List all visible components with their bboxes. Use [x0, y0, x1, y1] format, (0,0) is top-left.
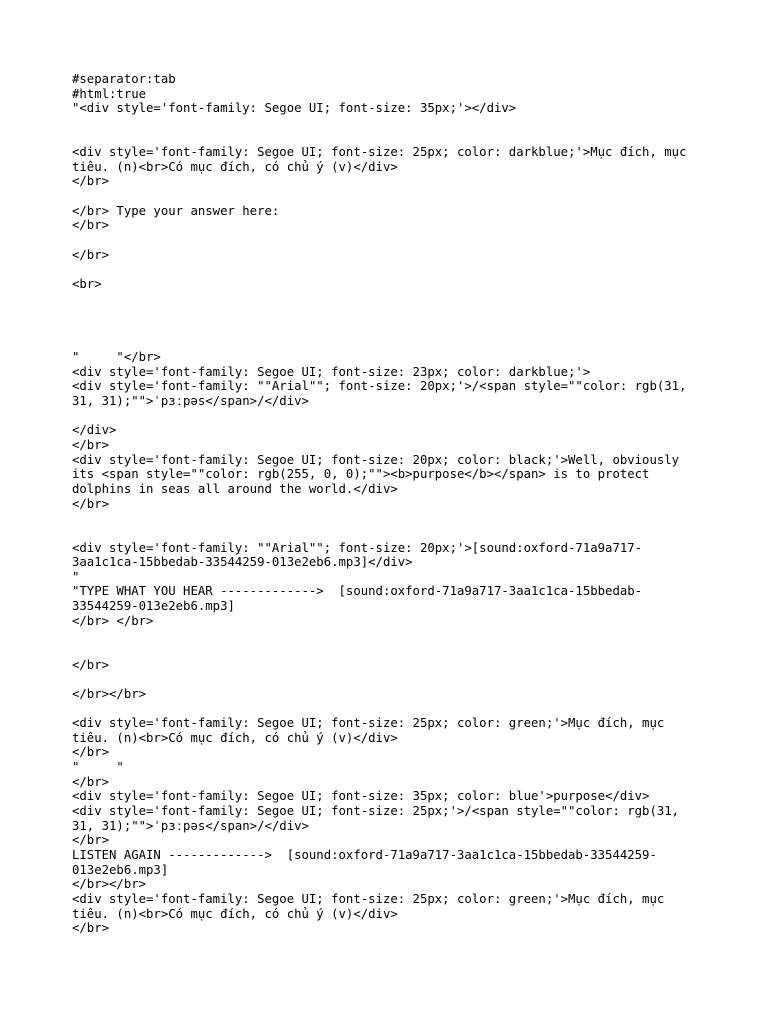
text-line: LISTEN AGAIN -------------> [sound:oxford-71a9a717-3aa1c1ca-15bbedab-33544259- [72, 847, 657, 862]
text-line: </div> [72, 423, 117, 438]
text-line: <div style='font-family: Segoe UI; font-size: 20px; color: black;'>Well, obviously [72, 452, 680, 467]
text-line [72, 628, 712, 643]
text-line: dolphins in seas all around the world.</div> [72, 481, 398, 496]
text-line: </br></br> [72, 877, 147, 892]
text-line: tiêu. (n)<br>Có mục đích, có chủ ý (v)</div> [72, 159, 398, 174]
text-line [72, 262, 712, 277]
text-line: <div style='font-family: Segoe UI; font-size: 25px; color: green;'>Mục đích, mục [72, 716, 665, 731]
text-line: </br> [72, 438, 110, 453]
text-line: <div style='font-family: Segoe UI; font-size: 25px;'>/<span style=""color: rgb(31, [72, 804, 680, 819]
text-line: " "</br> [72, 350, 161, 365]
text-line: </br> [72, 496, 110, 511]
text-line: tiêu. (n)<br>Có mục đích, có chủ ý (v)</div> [72, 730, 398, 745]
text-line: 013e2eb6.mp3] [72, 862, 169, 877]
text-line: <div style='font-family: Segoe UI; font-size: 25px; color: darkblue;'>Mục đích, mục [72, 145, 687, 160]
text-line: #html:true [72, 86, 147, 101]
text-line: </br> [72, 921, 110, 936]
text-line: "<div style='font-family: Segoe UI; font-size: 35px;'></div> [72, 101, 517, 116]
text-line: <div style='font-family: Segoe UI; font-size: 25px; color: green;'>Mục đích, mục [72, 891, 665, 906]
text-line: 31, 31);"">ˈpɜːpəs</span>/</div> [72, 818, 309, 833]
text-line: " " [72, 760, 124, 775]
text-line [72, 526, 712, 541]
text-line: <div style='font-family: Segoe UI; font-size: 35px; color: blue'>purpose</div> [72, 789, 650, 804]
text-line: </br> [72, 174, 110, 189]
text-line [72, 306, 712, 321]
text-line [72, 233, 712, 248]
text-line: "TYPE WHAT YOU HEAR -------------> [sound:oxford-71a9a717-3aa1c1ca-15bbedab- [72, 584, 643, 599]
text-line: </br> </br> [72, 613, 154, 628]
text-line [72, 131, 712, 146]
text-line [72, 336, 712, 351]
text-line [72, 292, 712, 307]
text-line: 31, 31);"">ˈpɜːpəs</span>/</div> [72, 394, 309, 409]
text-line: tiêu. (n)<br>Có mục đích, có chủ ý (v)</div> [72, 906, 398, 921]
text-line [72, 702, 712, 717]
text-line: <div style='font-family: ""Arial""; font-size: 20px;'>/<span style=""color: rgb(31, [72, 379, 687, 394]
text-line [72, 672, 712, 687]
text-line: </br> [72, 774, 110, 789]
text-line: <br> [72, 276, 102, 291]
text-line: 3aa1c1ca-15bbedab-33544259-013e2eb6.mp3]</div> [72, 555, 413, 570]
text-line [72, 116, 712, 131]
document-page [72, 72, 712, 936]
text-line: 33544259-013e2eb6.mp3] [72, 599, 235, 614]
text-line: </br> [72, 657, 110, 672]
text-line [72, 409, 712, 424]
text-line [72, 189, 712, 204]
text-line: #separator:tab [72, 72, 176, 86]
text-line: </br> [72, 247, 110, 262]
text-line [72, 321, 712, 336]
text-line: <div style='font-family: Segoe UI; font-size: 23px; color: darkblue;'> [72, 364, 591, 379]
text-line [72, 643, 712, 658]
text-line: </br> [72, 745, 110, 760]
text-line: </br> [72, 218, 110, 233]
text-line: </br> [72, 833, 110, 848]
text-line: </br></br> [72, 686, 147, 701]
text-line: its <span style=""color: rgb(255, 0, 0);""><b>purpose</b></span> is to protect [72, 467, 650, 482]
text-line: <div style='font-family: ""Arial""; font-size: 20px;'>[sound:oxford-71a9a717- [72, 540, 643, 555]
text-line: " [72, 569, 80, 584]
text-line [72, 511, 712, 526]
text-line: </br> Type your answer here: [72, 203, 280, 218]
